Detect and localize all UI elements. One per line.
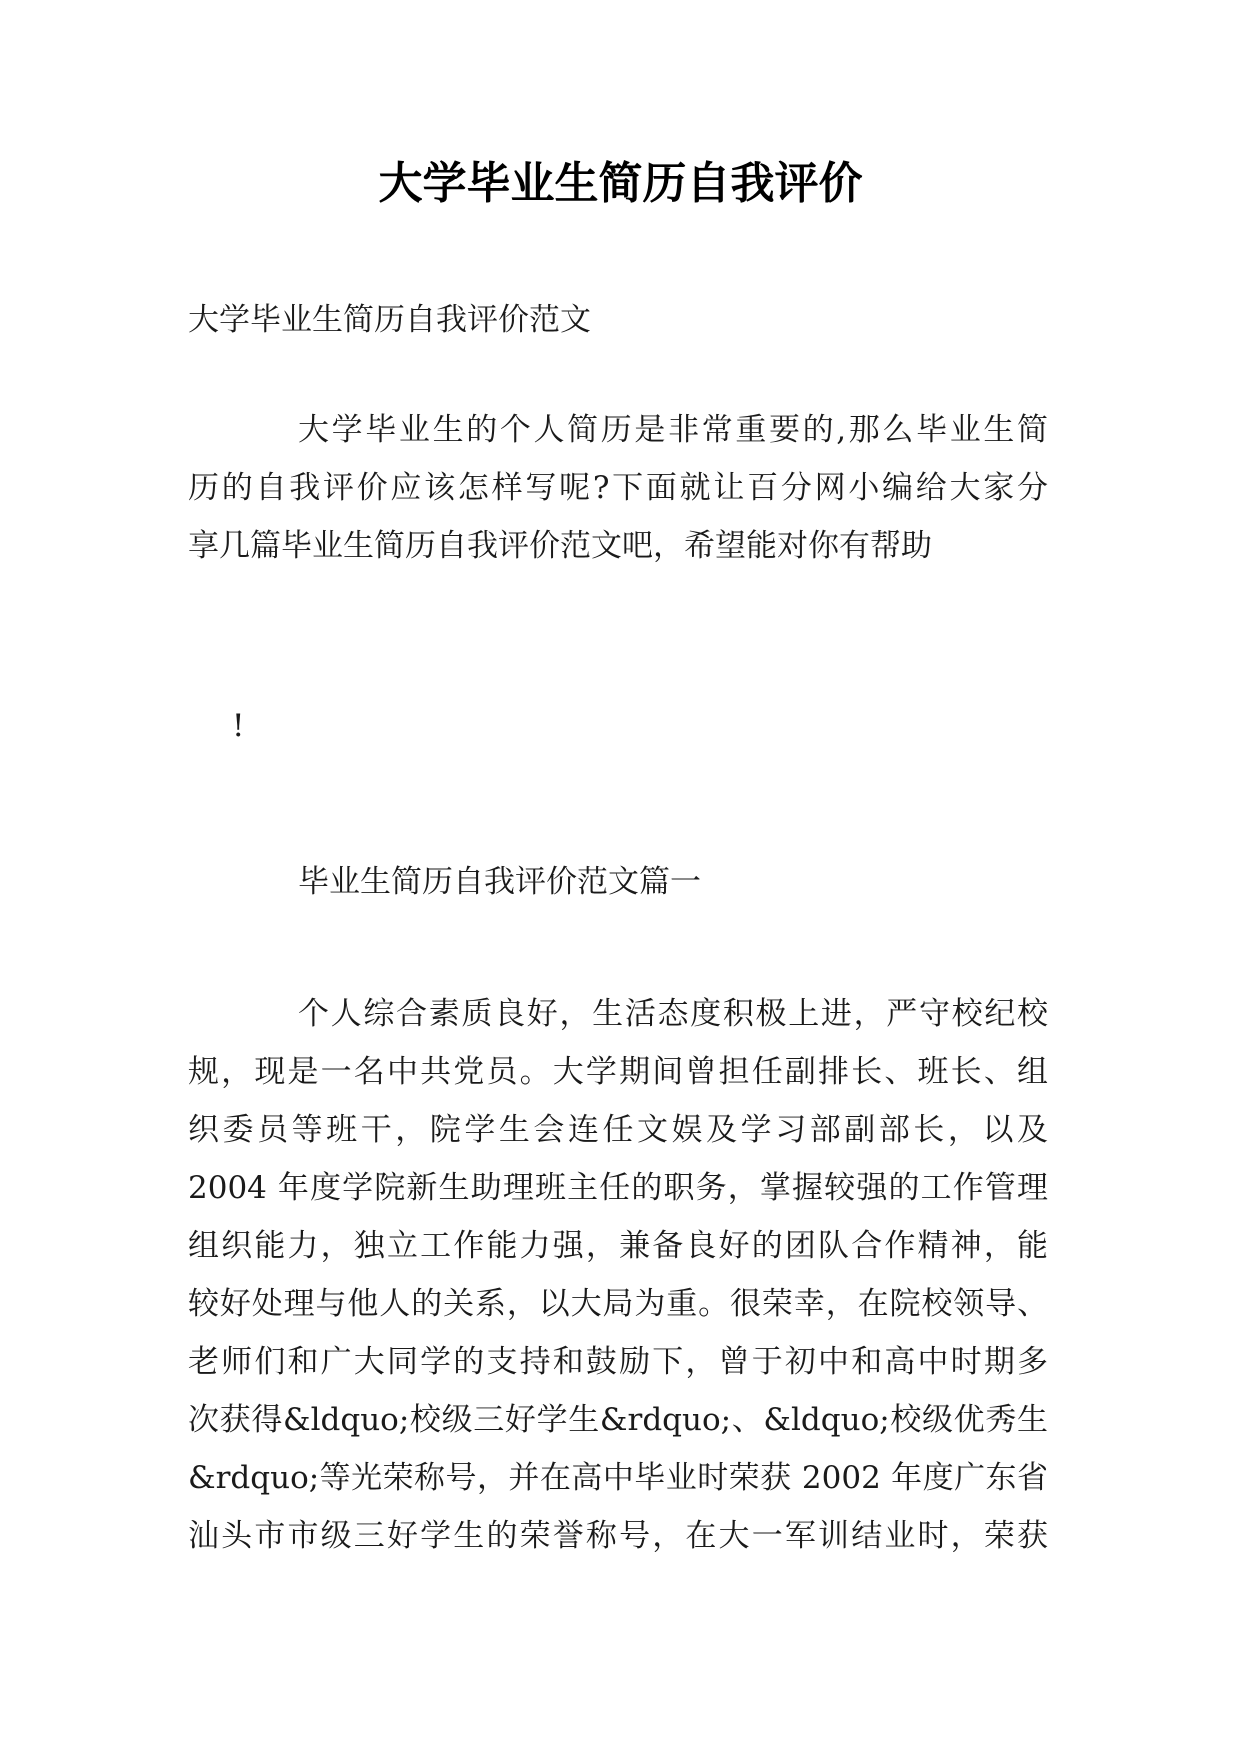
section-heading: 毕业生简历自我评价范文篇一 bbox=[298, 864, 701, 900]
intro-line-1: 大学毕业生的个人简历是非常重要的,那么毕业生简 bbox=[298, 412, 1048, 448]
body-line-7: 老师们和广大同学的支持和鼓励下，曾于初中和高中时期多 bbox=[188, 1344, 1048, 1380]
body-line-8: 次获得&ldquo;校级三好学生&rdquo;、&ldquo;校级优秀生 bbox=[188, 1402, 1048, 1438]
body-line-2: 规，现是一名中共党员。大学期间曾担任副排长、班长、组 bbox=[188, 1054, 1048, 1090]
intro-line-3: 享几篇毕业生简历自我评价范文吧，希望能对你有帮助 bbox=[188, 528, 932, 564]
subtitle: 大学毕业生简历自我评价范文 bbox=[188, 302, 591, 338]
body-line-5: 组织能力，独立工作能力强，兼备良好的团队合作精神，能 bbox=[188, 1228, 1048, 1264]
body-line-9: &rdquo;等光荣称号，并在高中毕业时荣获 2002 年度广东省 bbox=[188, 1460, 1048, 1496]
document-title: 大学毕业生简历自我评价 bbox=[378, 158, 863, 209]
body-line-1: 个人综合素质良好，生活态度积极上进，严守校纪校 bbox=[298, 996, 1048, 1032]
body-line-4: 2004 年度学院新生助理班主任的职务，掌握较强的工作管理 bbox=[188, 1170, 1048, 1206]
body-line-6: 较好处理与他人的关系，以大局为重。很荣幸，在院校领导、 bbox=[188, 1286, 1048, 1322]
intro-line-2: 历的自我评价应该怎样写呢?下面就让百分网小编给大家分 bbox=[188, 470, 1048, 506]
body-line-10: 汕头市市级三好学生的荣誉称号，在大一军训结业时，荣获 bbox=[188, 1518, 1048, 1554]
exclamation-mark: ! bbox=[232, 708, 245, 744]
body-line-3: 织委员等班干，院学生会连任文娱及学习部副部长，以及 bbox=[188, 1112, 1048, 1148]
